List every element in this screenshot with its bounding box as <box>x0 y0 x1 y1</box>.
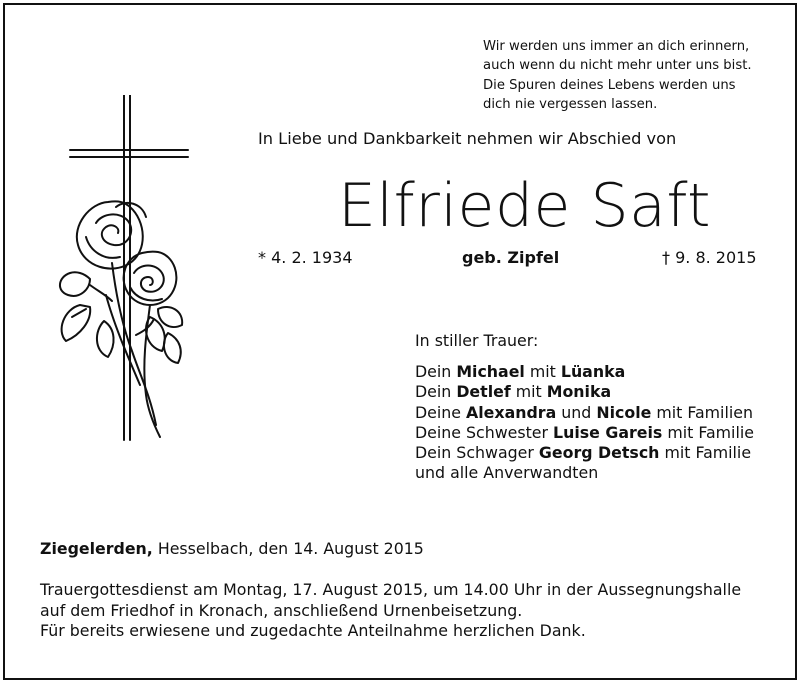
service-info <box>40 580 741 642</box>
death-date: † 9. 8. 2015 <box>662 248 757 267</box>
mourner-line: Deine Schwester Luise Gareis mit Familie <box>415 422 754 442</box>
service-line: Trauergottesdienst am Montag, 17. August 2015, um 14.00 Uhr in der Aussegnungshalle <box>40 580 742 599</box>
poem-line: auch wenn du nicht mehr unter uns bist. <box>483 58 752 74</box>
birth-date: * 4. 2. 1934 <box>258 248 353 267</box>
place-and-date <box>40 539 424 558</box>
poem-line: Die Spuren deines Lebens werden uns <box>483 77 736 93</box>
service-line: auf dem Friedhof in Kronach, anschließend Urnenbeisetzung. <box>40 600 523 620</box>
mourner-line: Dein Detlef mit Monika <box>415 382 612 402</box>
maiden-name: geb. Zipfel <box>462 248 560 267</box>
thanks-line: Für bereits erwiesene und zugedachte Anteilnahme herzlichen Dank. <box>40 621 586 640</box>
mourner-line: Dein Michael mit Lüanka <box>415 362 626 382</box>
place-name: Ziegelerden, <box>40 539 153 558</box>
mourner-line: Deine Alexandra und Nicole mit Familien <box>415 402 753 422</box>
mourners-heading: In stiller Trauer: <box>415 331 539 350</box>
place-date-text: Hesselbach, den 14. August 2015 <box>152 539 424 558</box>
mourner-line: Dein Schwager Georg Detsch mit Familie <box>415 443 752 463</box>
deceased-name: Elfriede Saft <box>338 171 711 241</box>
poem-line: dich nie vergessen lassen. <box>483 96 658 112</box>
mourners-list <box>415 331 754 483</box>
memorial-poem <box>483 37 783 114</box>
mourner-line: und alle Anverwandten <box>415 463 599 483</box>
poem-line: Wir werden uns immer an dich erinnern, <box>483 39 750 54</box>
farewell-intro: In Liebe und Dankbarkeit nehmen wir Abschied von <box>258 129 677 148</box>
cross-with-roses-icon <box>50 95 190 459</box>
